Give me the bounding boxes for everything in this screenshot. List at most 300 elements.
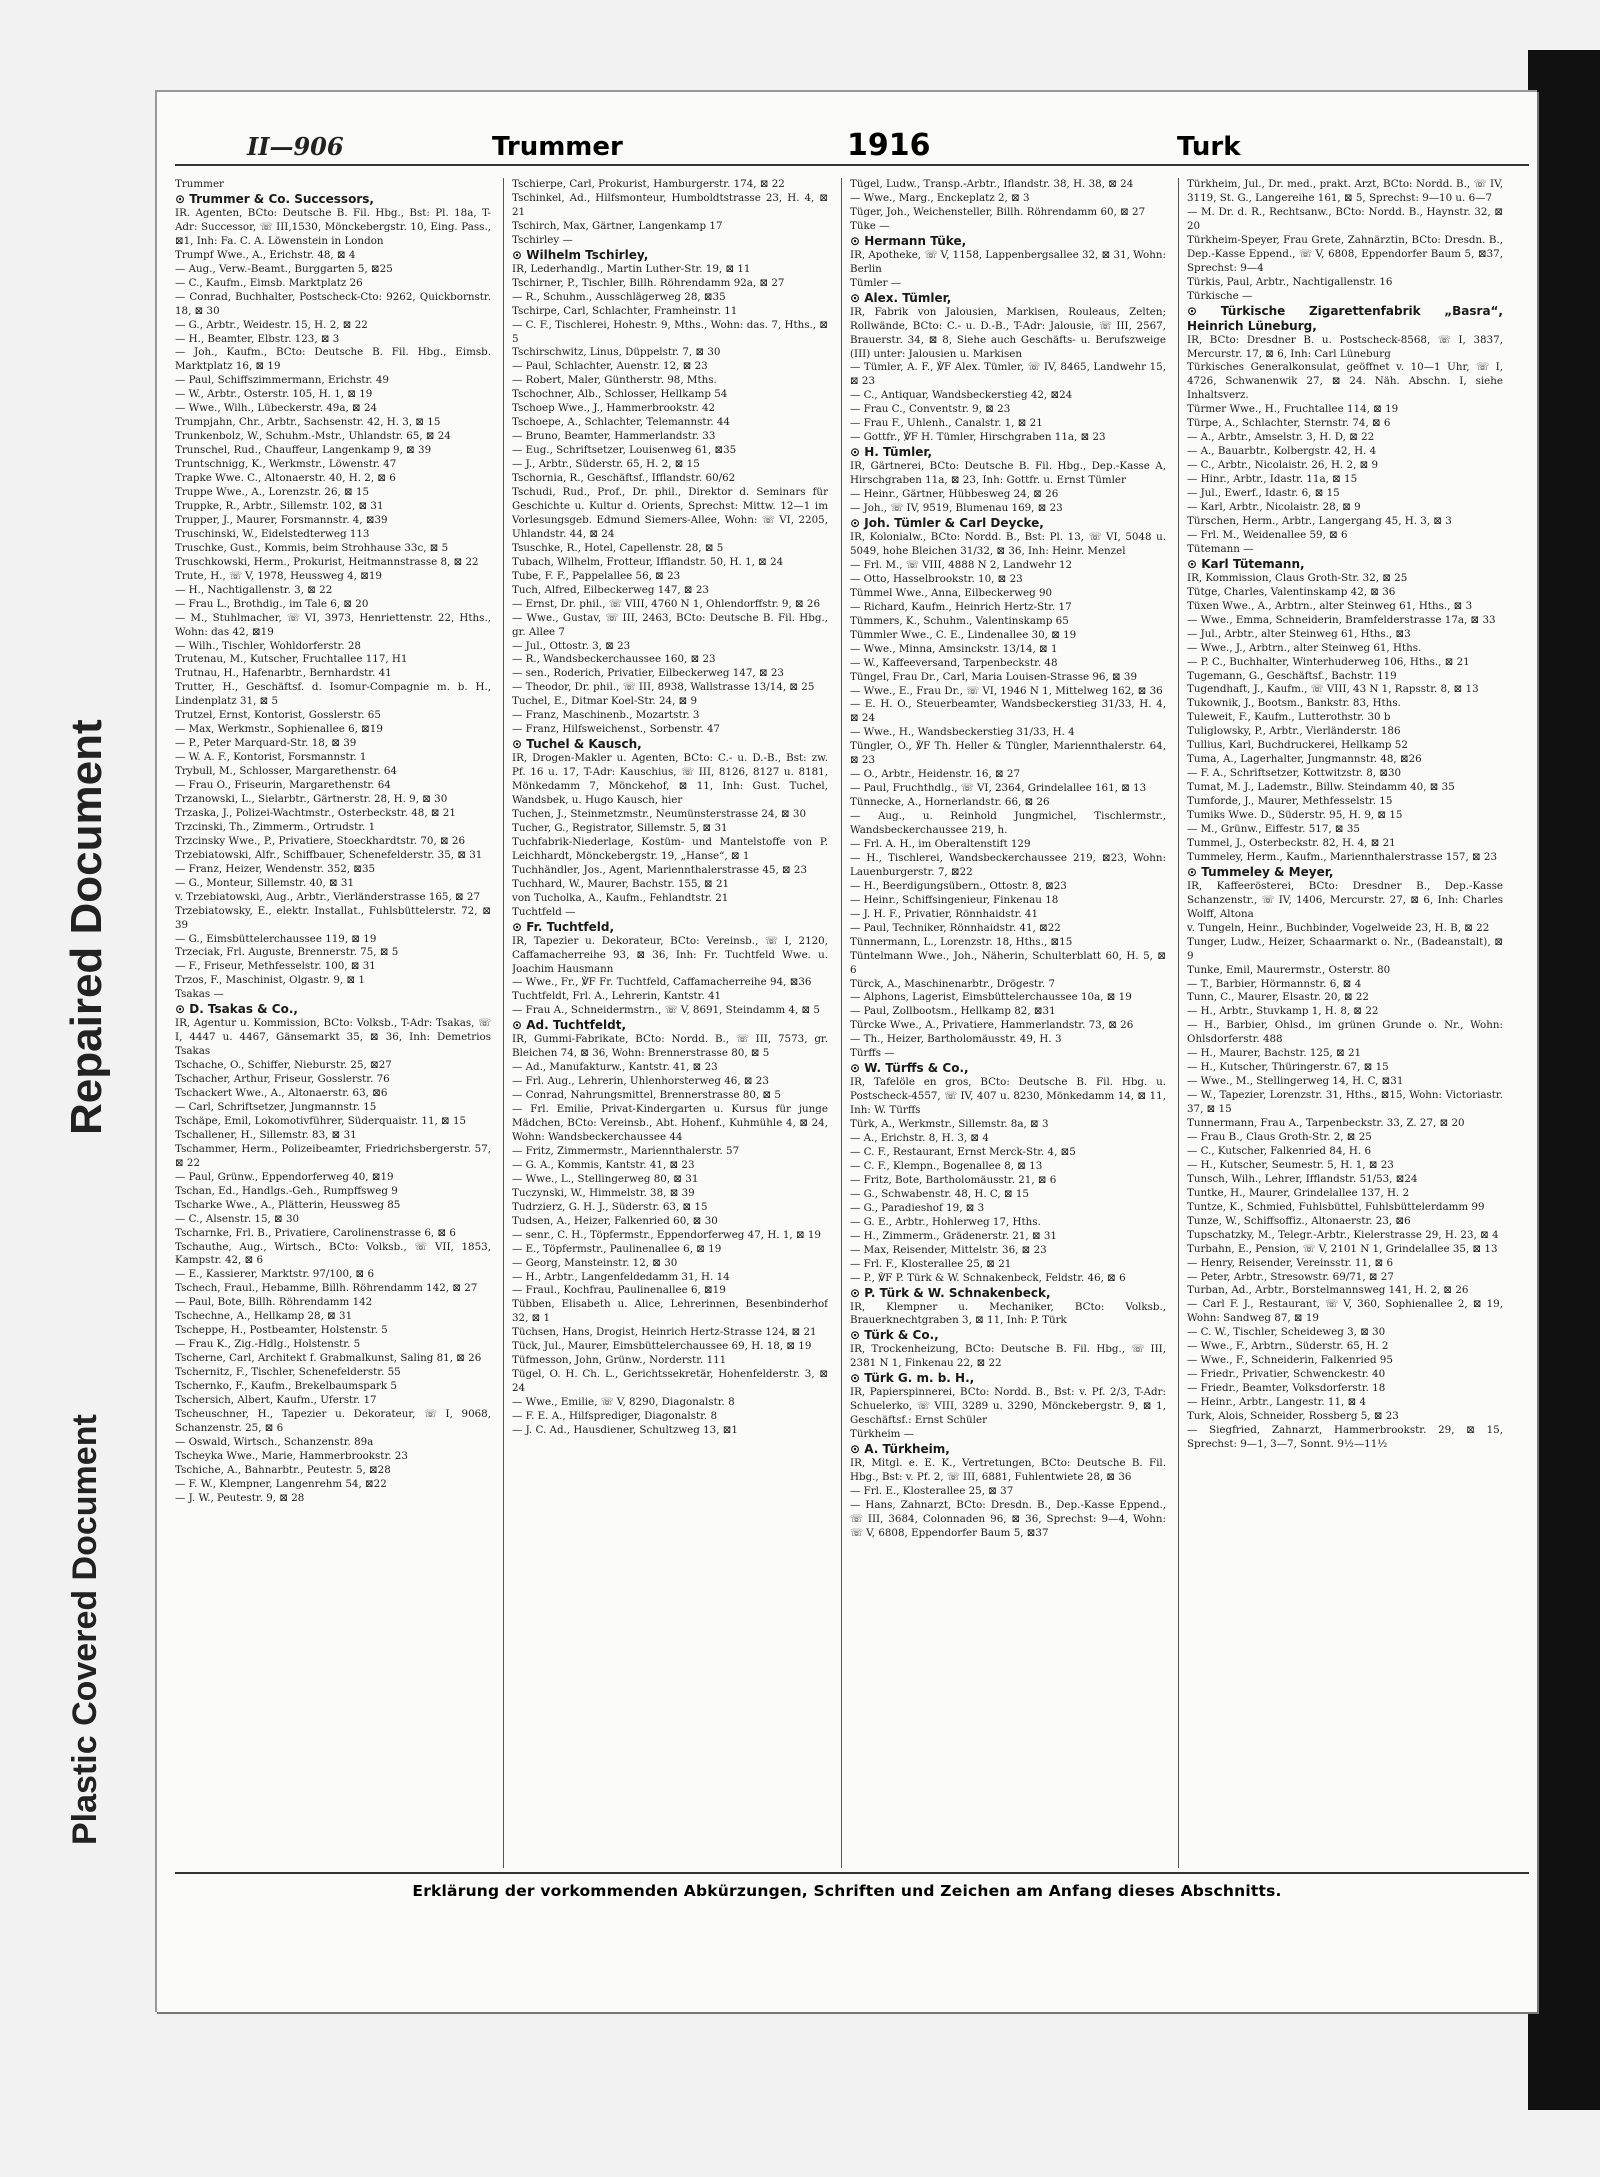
directory-entry: — Max, Werkmstr., Sophienallee 6, ⊠19	[175, 723, 383, 736]
directory-entry: IR. Agenten, BCto: Deutsche B. Fil. Hbg., Bst: Pl. 18a, T-Adr: Successor, ☏ III,1530, Mönckebergstr. 10, Eing. Pass., ⊠1, Inh: Fa. C. A. Löwenstein in London	[175, 206, 491, 247]
directory-entry: Turk, Alois, Schneider, Rossberg 5, ⊠ 23	[1187, 1410, 1399, 1423]
directory-entry: IR, Tafelöle en gros, BCto: Deutsche B. Fil. Hbg. u. Postscheck-4557, ☏ IV, 407 u. 8230, Mönkedamm 14, ⊠ 11, Inh: W. Türffs	[850, 1076, 1166, 1117]
directory-entry: Tudsen, A., Heizer, Falkenried 60, ⊠ 30	[512, 1214, 718, 1227]
directory-entry: — Frau O., Friseurin, Margarethenstr. 64	[175, 779, 391, 792]
directory-entry: — Frl. M., Weidenallee 59, ⊠ 6	[1187, 528, 1348, 541]
firm-entry: ⊙ P. Türk & W. Schnakenbeck,	[850, 1285, 1051, 1300]
directory-entry: — H., Nachtigallenstr. 3, ⊠ 22	[175, 583, 333, 596]
directory-entry: Trzebiatowsky, E., elektr. Installat., Fuhlsbüttelerstr. 72, ⊠ 39	[175, 904, 491, 931]
directory-entry: v. Tungeln, Heinr., Buchbinder, Vogelweide 23, H. B, ⊠ 22	[1187, 921, 1490, 934]
directory-entry: Tumat, M. J., Lademstr., Billw. Steindamm 40, ⊠ 35	[1187, 781, 1455, 794]
directory-entry: — Heinr., Arbtr., Langestr. 11, ⊠ 4	[1187, 1396, 1367, 1409]
directory-entry: Tugemann, G., Geschäftsf., Bachstr. 119	[1187, 669, 1397, 682]
directory-entry: Tschiche, A., Bahnarbtr., Peutestr. 5, ⊠28	[175, 1463, 391, 1476]
directory-entry: Tschoepe, A., Schlachter, Telemannstr. 44	[512, 416, 731, 429]
directory-entry: Tummeley, Herm., Kaufm., Mariennthalerstrasse 157, ⊠ 23	[1187, 850, 1498, 863]
directory-entry: — H., Arbtr., Langenfeldedamm 31, H. 14	[512, 1270, 730, 1283]
directory-entry: Tuma, A., Lagerhalter, Jungmannstr. 48, ⊠26	[1187, 753, 1422, 766]
directory-entry: IR, Tapezier u. Dekorateur, BCto: Vereinsb., ☏ I, 2120, Caffamacherreihe 93, ⊠ 36, Inh: Fr. Tuchtfeld Wwe. u. Joachim Hausmann	[512, 934, 828, 975]
directory-entry: — Theodor, Dr. phil., ☏ III, 8938, Wallstrasse 13/14, ⊠ 25	[512, 681, 815, 694]
directory-entry: — H., Beerdigungsübern., Ottostr. 8, ⊠23	[850, 879, 1067, 892]
directory-entry: Tunnermann, Frau A., Tarpenbeckstr. 33, Z. 27, ⊠ 20	[1187, 1117, 1465, 1130]
directory-entry: — G., Schwabenstr. 48, H. C, ⊠ 15	[850, 1187, 1029, 1200]
directory-entry: — T., Barbier, Hörmannstr. 6, ⊠ 4	[1187, 977, 1362, 990]
directory-entry: Tsuschke, R., Hotel, Capellenstr. 28, ⊠ 5	[512, 541, 724, 554]
directory-entry: — O., Arbtr., Heidenstr. 16, ⊠ 27	[850, 768, 1021, 781]
directory-entry: Tschauthe, Aug., Wirtsch., BCto: Volksb., ☏ VII, 1853, Kampstr. 42, ⊠ 6	[175, 1240, 491, 1267]
directory-entry: Türmer Wwe., H., Fruchtallee 114, ⊠ 19	[1187, 403, 1399, 416]
directory-entry: Türkheim-Speyer, Frau Grete, Zahnärztin, BCto: Dresdn. B., Dep.-Kasse Eppend., ☏ V, 6808, Eppendorfer Baum 5, ⊠37, Sprechst: 9—4	[1187, 233, 1503, 274]
directory-entry: Tsakas —	[175, 988, 224, 1001]
directory-entry: — F. W., Klempner, Langenrehm 54, ⊠22	[175, 1477, 387, 1490]
directory-entry: Tscheppe, H., Postbeamter, Holstenstr. 5	[175, 1324, 388, 1337]
directory-entry: IR, Gummi-Fabrikate, BCto: Nordd. B., ☏ III, 7573, gr. Bleichen 74, ⊠ 36, Wohn: Brennerstrasse 80, ⊠ 5	[512, 1033, 828, 1060]
directory-entry: Tschirschwitz, Linus, Düppelstr. 7, ⊠ 30	[512, 346, 721, 359]
directory-entry: Tüngel, Frau Dr., Carl, Maria Louisen-Strasse 96, ⊠ 39	[850, 670, 1138, 683]
directory-entry: — Max, Reisender, Mittelstr. 36, ⊠ 23	[850, 1243, 1047, 1256]
directory-entry: Tütemann —	[1187, 542, 1254, 555]
directory-entry: — Wwe., Wilh., Lübeckerstr. 49a, ⊠ 24	[175, 402, 378, 415]
directory-entry: Tünnecke, A., Hornerlandstr. 66, ⊠ 26	[850, 796, 1050, 809]
directory-entry: — Richard, Kaufm., Heinrich Hertz-Str. 17	[850, 600, 1072, 613]
directory-entry: IR, Drogen-Makler u. Agenten, BCto: C.- u. D.-B., Bst: zw. Pf. 16 u. 17, T-Adr: Kauschius, ☏ III, 8126, 8127 u. 8181, Mönkedamm 7, Mönckehof, ⊠ 11, Inh: Gust. Tuchel, Wandsbek, u. Hugo Kausch, hier	[512, 752, 828, 807]
directory-entry: Tschornia, R., Geschäftsf., Ifflandstr. 60/62	[512, 472, 736, 485]
directory-entry: — Frau L., Brothdig., im Tale 6, ⊠ 20	[175, 597, 369, 610]
directory-entry: — Franz, Maschinenb., Mozartstr. 3	[512, 709, 700, 722]
directory-entry: IR, Papierspinnerei, BCto: Nordd. B., Bst: v. Pf. 2/3, T-Adr: Schuelerko, ☏ VIII, 3289 u. 3290, Mönckebergstr. 9, ⊠ 1, Geschäftsf.: Ernst Schüler	[850, 1386, 1166, 1427]
directory-entry: IR, BCto: Dresdner B. u. Postscheck-8568, ☏ I, 3837, Mercurstr. 17, ⊠ 6, Inh: Carl Lüneburg	[1187, 333, 1503, 360]
directory-entry: — Wwe., Emma, Schneiderin, Bramfelderstrasse 17a, ⊠ 33	[1187, 613, 1496, 626]
directory-entry: — P., ℣F P. Türk & W. Schnakenbeck, Feldstr. 46, ⊠ 6	[850, 1271, 1126, 1284]
directory-entry: Tullius, Karl, Buchdruckerei, Hellkamp 52	[1187, 739, 1408, 752]
directory-entry: — C. F., Tischlerei, Hohestr. 9, Mths., Wohn: das. 7, Hths., ⊠ 5	[512, 318, 828, 345]
directory-entry: Tuch, Alfred, Eilbeckerweg 147, ⊠ 23	[512, 583, 709, 596]
directory-entry: — Hans, Zahnarzt, BCto: Dresdn. B., Dep.-Kasse Eppend., ☏ III, 3684, Colonnaden 96, ⊠ 36, Sprechst: 9—4, Wohn: ☏ V, 6808, Eppendorfer Baum 5, ⊠37	[850, 1499, 1166, 1539]
directory-entry: — Alphons, Lagerist, Eimsbüttelerchaussee 10a, ⊠ 19	[850, 991, 1132, 1004]
directory-entry: — F., Friseur, Methfesselstr. 100, ⊠ 31	[175, 960, 376, 973]
directory-entry: — Wwe., J., Arbtrn., alter Steinweg 61, Hths.	[1187, 641, 1422, 654]
header-last-entry: Turk	[1177, 132, 1241, 162]
directory-entry: — W., Arbtr., Osterstr. 105, H. 1, ⊠ 19	[175, 388, 373, 401]
directory-entry: — H., Arbtr., Stuvkamp 1, H. 8, ⊠ 22	[1187, 1005, 1379, 1018]
directory-entry: — Karl, Arbtr., Nicolaistr. 28, ⊠ 9	[1187, 501, 1361, 514]
directory-entry: — J. H. F., Privatier, Rönnhaidstr. 41	[850, 907, 1039, 920]
directory-entry: Tschirpe, Carl, Schlachter, Framheinstr. 11	[512, 304, 738, 317]
directory-entry: Tümmers, K., Schuhm., Valentinskamp 65	[850, 614, 1069, 627]
directory-entry: Tuczynski, W., Himmelstr. 38, ⊠ 39	[512, 1186, 695, 1199]
firm-entry: ⊙ W. Türffs & Co.,	[850, 1061, 969, 1076]
directory-entry: — Heinr., Schiffsingenieur, Finkenau 18	[850, 893, 1059, 906]
directory-entry: Tschersich, Albert, Kaufm., Uferstr. 17	[175, 1394, 377, 1407]
directory-entry: Tümmel Wwe., Anna, Eilbeckerweg 90	[850, 586, 1053, 599]
directory-entry: Tschudi, Rud., Prof., Dr. phil., Direktor d. Seminars für Geschichte u. Kultur d. Orients, Sprechst: Mittw. 12—1 im Vorlesungsgeb. Edmund Siemers-Allee, Wohn: ☏ VI, 2205, Uhlandstr. 44, ⊠ 24	[512, 486, 828, 540]
directory-entry: Tucher, G., Registrator, Sillemstr. 5, ⊠ 31	[512, 821, 728, 834]
directory-entry: Tüchsen, Hans, Drogist, Heinrich Hertz-Strasse 124, ⊠ 21	[512, 1326, 817, 1339]
directory-entry: Tschirch, Max, Gärtner, Langenkamp 17	[512, 219, 723, 232]
header-year: 1916	[847, 128, 931, 163]
directory-entry: IR, Apotheke, ☏ V, 1158, Lappenbergsallee 32, ⊠ 31, Wohn: Berlin	[850, 248, 1166, 275]
directory-entry: Tschallener, H., Sillemstr. 83, ⊠ 31	[175, 1128, 357, 1141]
column-4	[1187, 178, 1503, 1868]
directory-entry: — Frau C., Conventstr. 9, ⊠ 23	[850, 403, 1011, 416]
directory-entry: Tüke —	[850, 219, 890, 232]
directory-entry: — Jul., Ottostr. 3, ⊠ 23	[512, 639, 631, 652]
directory-entry: Tuchel, E., Ditmar Koel-Str. 24, ⊠ 9	[512, 695, 698, 708]
column-2	[512, 178, 828, 1868]
directory-entry: — Tümler, A. F., ℣F Alex. Tümler, ☏ IV, 8465, Landwehr 15, ⊠ 23	[850, 361, 1166, 388]
directory-entry: — H., Zimmerm., Grädenerstr. 21, ⊠ 31	[850, 1229, 1057, 1242]
firm-entry: ⊙ Hermann Tüke,	[850, 233, 967, 248]
directory-entry: — Frau B., Claus Groth-Str. 2, ⊠ 25	[1187, 1131, 1372, 1143]
directory-entry: Türschen, Herm., Arbtr., Langergang 45, H. 3, ⊠ 3	[1187, 514, 1452, 527]
directory-entry: — Frl. Aug., Lehrerin, Uhlenhorsterweg 46, ⊠ 23	[512, 1075, 769, 1088]
directory-entry: — C., Antiquar, Wandsbeckerstieg 42, ⊠24	[850, 389, 1073, 402]
directory-entry: Trzeciak, Frl. Auguste, Brennerstr. 75, ⊠ 5	[175, 946, 399, 959]
directory-entry: Tschech, Fraul., Hebamme, Billh. Röhrendamm 142, ⊠ 27	[175, 1282, 478, 1295]
directory-entry: Tuliglowsky, P., Arbtr., Vierländerstr. 186	[1187, 725, 1401, 738]
directory-entry: Trute, H., ☏ V, 1978, Heussweg 4, ⊠19	[175, 569, 382, 582]
firm-entry: ⊙ D. Tsakas & Co.,	[175, 1002, 298, 1017]
directory-entry: — H., Beamter, Elbstr. 123, ⊠ 3	[175, 332, 340, 345]
directory-entry: — Wwe., Emilie, ☏ V, 8290, Diagonalstr. 8	[512, 1396, 735, 1409]
directory-entry: Türkisches Generalkonsulat, geöffnet v. 10—1 Uhr, ☏ I, 4726, Schwanenwik 27, ⊠ 24. Näh. Abschn. I, siehe Inhaltsverz.	[1187, 361, 1503, 402]
directory-entry: Tunger, Ludw., Heizer, Schaarmarkt o. Nr., (Badeanstalt), ⊠ 9	[1187, 935, 1503, 962]
side-label-plastic-covered: Plastic Covered Document	[66, 1414, 104, 1845]
firm-entry: ⊙ A. Türkheim,	[850, 1442, 950, 1457]
directory-entry: Tunke, Emil, Maurermstr., Osterstr. 80	[1187, 963, 1391, 976]
column-divider	[503, 178, 504, 1868]
directory-entry: Tümmler Wwe., C. E., Lindenallee 30, ⊠ 19	[850, 628, 1077, 641]
directory-entry: Tütge, Charles, Valentinskamp 42, ⊠ 36	[1187, 585, 1396, 598]
directory-entry: — Frau F., Uhlenh., Canalstr. 1, ⊠ 21	[850, 417, 1043, 430]
directory-entry: Tübben, Elisabeth u. Alice, Lehrerinnen, Besenbinderhof 32, ⊠ 1	[512, 1298, 828, 1325]
directory-entry: Trzcinski, Th., Zimmerm., Ortrudstr. 1	[175, 820, 376, 833]
directory-entry: — Gottfr., ℣F H. Tümler, Hirschgraben 11a, ⊠ 23	[850, 431, 1106, 444]
directory-entry: Trumpf Wwe., A., Erichstr. 48, ⊠ 4	[175, 248, 356, 261]
firm-entry: ⊙ Tuchel & Kausch,	[512, 737, 642, 752]
directory-entry: Trutzel, Ernst, Kontorist, Gosslerstr. 65	[175, 709, 381, 722]
firm-entry: ⊙ Türk G. m. b. H.,	[850, 1371, 975, 1386]
directory-entry: — M., Grünw., Eiffestr. 517, ⊠ 35	[1187, 822, 1360, 835]
directory-entry: — A., Arbtr., Amselstr. 3, H. D, ⊠ 22	[1187, 431, 1375, 444]
directory-entry: — Jul., Ewerf., Idastr. 6, ⊠ 15	[1187, 487, 1340, 500]
directory-entry: Tudrzierz, G. H. J., Süderstr. 63, ⊠ 15	[512, 1200, 708, 1213]
directory-entry: — M., Stuhlmacher, ☏ VI, 3973, Henriettenstr. 22, Hths., Wohn: das 42, ⊠19	[175, 611, 491, 638]
firm-entry: ⊙ Türk & Co.,	[850, 1328, 939, 1343]
directory-entry: — H., Maurer, Bachstr. 125, ⊠ 21	[1187, 1047, 1362, 1060]
directory-entry: Tschan, Ed., Handlgs.-Geh., Rumpffsweg 9	[175, 1184, 398, 1197]
directory-entry: — Frau K., Zig.-Hdlg., Holstenstr. 5	[175, 1338, 361, 1351]
directory-entry: Truppe Wwe., A., Lorenzstr. 26, ⊠ 15	[175, 486, 370, 499]
firm-entry: ⊙ Alex. Tümler,	[850, 290, 952, 305]
directory-entry: Trzcinsky Wwe., P., Privatiere, Stoeckhardtstr. 70, ⊠ 26	[175, 834, 466, 847]
directory-entry: — Frl. E., Klosterallee 25, ⊠ 37	[850, 1485, 1014, 1498]
directory-entry: — Wwe., Marg., Enckeplatz 2, ⊠ 3	[850, 191, 1030, 204]
directory-entry: — Wwe., E., Frau Dr., ☏ VI, 1946 N 1, Mittelweg 162, ⊠ 36	[850, 684, 1163, 697]
directory-entry: Tüfmesson, John, Grünw., Norderstr. 111	[512, 1354, 727, 1367]
directory-entry: — Th., Heizer, Bartholomäusstr. 49, H. 3	[850, 1033, 1062, 1046]
firm-entry: ⊙ Fr. Tuchtfeld,	[512, 919, 615, 934]
directory-entry: Truschke, Gust., Kommis, beim Strohhause 33c, ⊠ 5	[175, 541, 449, 554]
directory-entry: — C. W., Tischler, Scheideweg 3, ⊠ 30	[1187, 1326, 1386, 1339]
column-divider	[841, 178, 842, 1868]
directory-entry: Türpe, A., Schlachter, Sternstr. 74, ⊠ 6	[1187, 417, 1391, 430]
directory-entry: Trutter, H., Geschäftsf. d. Isomur-Compagnie m. b. H., Lindenplatz 31, ⊠ 5	[175, 681, 491, 708]
directory-entry: Tscharnke, Frl. B., Privatiere, Carolinenstrasse 6, ⊠ 6	[175, 1226, 456, 1239]
directory-entry: — G. E., Arbtr., Hohlerweg 17, Hths.	[850, 1215, 1041, 1228]
directory-entry: Trutnau, H., Hafenarbtr., Bernhardstr. 41	[175, 667, 392, 680]
directory-entry: — Carl F. J., Restaurant, ☏ V, 360, Sophienallee 2, ⊠ 19, Wohn: Sandweg 87, ⊠ 19	[1187, 1298, 1503, 1325]
directory-entry: — Wwe., Gustav, ☏ III, 2463, BCto: Deutsche B. Fil. Hbg., gr. Allee 7	[512, 611, 828, 638]
directory-entry: Tukownik, J., Bootsm., Bankstr. 83, Hths.	[1187, 697, 1401, 710]
directory-entry: — R., Wandsbeckerchaussee 160, ⊠ 23	[512, 653, 716, 666]
directory-entry: Tuchtfeldt, Frl. A., Lehrerin, Kantstr. 41	[512, 990, 722, 1003]
page-header	[157, 128, 1527, 172]
directory-entry: IR, Kommission, Claus Groth-Str. 32, ⊠ 25	[1187, 571, 1408, 584]
firm-entry: ⊙ Tummeley & Meyer,	[1187, 864, 1334, 879]
directory-entry: — G., Arbtr., Weidestr. 15, H. 2, ⊠ 22	[175, 318, 368, 331]
firm-entry: ⊙ Wilhelm Tschirley,	[512, 247, 649, 262]
directory-entry: — Wwe., Fr., ℣F Fr. Tuchtfeld, Caffamacherreihe 94, ⊠36	[512, 976, 812, 989]
directory-entry: v. Trzebiatowski, Aug., Arbtr., Vierländerstrasse 165, ⊠ 27	[175, 890, 481, 903]
directory-entry: — Frau A., Schneidermstrn., ☏ V, 8691, Steindamm 4, ⊠ 5	[512, 1004, 820, 1017]
directory-entry: — F. E. A., Hilfsprediger, Diagonalstr. 8	[512, 1410, 718, 1423]
directory-entry: Trapke Wwe. C., Altonaerstr. 40, H. 2, ⊠ 6	[175, 472, 396, 485]
directory-entry: Turban, Ad., Arbtr., Borstelmannsweg 141, H. 2, ⊠ 26	[1187, 1284, 1469, 1297]
directory-entry: Tunze, W., Schiffsoffiz., Altonaerstr. 23, ⊠6	[1187, 1214, 1411, 1227]
directory-entry: Türffs —	[850, 1047, 895, 1060]
directory-entry: — Joh., Kaufm., BCto: Deutsche B. Fil. Hbg., Eimsb. Marktplatz 16, ⊠ 19	[175, 346, 491, 373]
directory-entry: Tschackert Wwe., A., Altonaerstr. 63, ⊠6	[175, 1087, 388, 1100]
directory-entry: Trunkenbolz, W., Schuhm.-Mstr., Uhlandstr. 65, ⊠ 24	[175, 430, 451, 443]
directory-entry: Tüxen Wwe., A., Arbtrn., alter Steinweg 61, Hths., ⊠ 3	[1187, 599, 1473, 612]
directory-entry: Tschirner, P., Tischler, Billh. Röhrendamm 92a, ⊠ 27	[512, 276, 785, 289]
directory-entry: Truschkowski, Herm., Prokurist, Heitmannstrasse 8, ⊠ 22	[175, 555, 479, 568]
directory-entry: IR, Kaffeerösterei, BCto: Dresdner B., Dep.-Kasse Schanzenstr., ☏ IV, 1406, Mercurstr. 27, ⊠ 6, Inh: Charles Wolff, Altona	[1187, 879, 1503, 920]
directory-entry: Tschierpe, Carl, Prokurist, Hamburgerstr. 174, ⊠ 22	[512, 178, 785, 190]
firm-entry: ⊙ Joh. Tümler & Carl Deycke,	[850, 516, 1044, 531]
directory-entry: — C., Kutscher, Falkenried 84, H. 6	[1187, 1144, 1371, 1157]
directory-entry: Tuchhard, W., Maurer, Bachstr. 155, ⊠ 21	[512, 877, 730, 890]
directory-entry: IR, Agentur u. Kommission, BCto: Volksb., T-Adr: Tsakas, ☏ I, 4447 u. 4467, Gänsemarkt 35, ⊠ 36, Inh: Demetrios Tsakas	[175, 1017, 491, 1058]
directory-entry: — Paul, Grünw., Eppendorferweg 40, ⊠19	[175, 1170, 394, 1183]
directory-entry: Trzos, F., Maschinist, Olgastr. 9, ⊠ 1	[175, 974, 365, 987]
footer-rule	[175, 1872, 1529, 1874]
directory-entry: Trupper, J., Maurer, Forsmannstr. 4, ⊠39	[175, 513, 388, 526]
directory-entry: — Paul, Bote, Billh. Röhrendamm 142	[175, 1296, 373, 1309]
directory-entry: — H., Kutscher, Seumestr. 5, H. 1, ⊠ 23	[1187, 1158, 1394, 1171]
directory-entry: Trybull, M., Schlosser, Margarethenstr. 64	[175, 765, 397, 778]
directory-entry: Tscharke Wwe., A., Plätterin, Heussweg 85	[175, 1198, 401, 1211]
directory-entry: — Wwe., Minna, Amsinckstr. 13/14, ⊠ 1	[850, 642, 1058, 655]
column-1	[175, 178, 491, 1868]
directory-entry: — A., Bauarbtr., Kolbergstr. 42, H. 4	[1187, 445, 1377, 458]
directory-entry: — E., Kassierer, Marktstr. 97/100, ⊠ 6	[175, 1268, 375, 1281]
directory-entry: Tuchhändler, Jos., Agent, Mariennthalerstrasse 45, ⊠ 23	[512, 863, 808, 876]
column-3	[850, 178, 1166, 1868]
directory-entry: Trzaska, J., Polizei-Wachtmstr., Osterbeckstr. 48, ⊠ 21	[175, 806, 456, 819]
directory-entry: — Oswald, Wirtsch., Schanzenstr. 89a	[175, 1435, 374, 1448]
directory-entry: — Wilh., Tischler, Wohldorferstr. 28	[175, 639, 361, 652]
directory-entry: Tscheuschner, H., Tapezier u. Dekorateur, ☏ I, 9068, Schanzenstr. 25, ⊠ 6	[175, 1407, 491, 1434]
directory-entry: — Conrad, Buchhalter, Postscheck-Cto: 9262, Quickbornstr. 18, ⊠ 30	[175, 290, 491, 317]
directory-entry: — Frl. F., Klosterallee 25, ⊠ 21	[850, 1257, 1012, 1270]
scanner-edge	[1528, 50, 1600, 2110]
directory-entry: — P. C., Buchhalter, Winterhuderweg 106, Hths., ⊠ 21	[1187, 655, 1470, 668]
directory-entry: — Fritz, Bote, Bartholomäusstr. 21, ⊠ 6	[850, 1173, 1057, 1186]
directory-entry: Türcke Wwe., A., Privatiere, Hammerlandstr. 73, ⊠ 26	[850, 1019, 1134, 1032]
directory-entry: — Friedr., Privatier, Schwenckestr. 40	[1187, 1368, 1386, 1381]
directory-entry: — Frl. Emilie, Privat-Kindergarten u. Kursus für junge Mädchen, BCto: Vereinsb., Abt. Hohenf., Kuhmühle 4, ⊠ 24, Wohn: Wandsbeckerchaussee 44	[512, 1103, 828, 1143]
directory-entry: Tüger, Joh., Weichensteller, Billh. Röhrendamm 60, ⊠ 27	[850, 205, 1146, 218]
directory-entry: — J., Arbtr., Süderstr. 65, H. 2, ⊠ 15	[512, 458, 700, 471]
directory-entry: Tschirley —	[512, 233, 573, 246]
directory-entry: Truntschnigg, K., Werkmstr., Löwenstr. 47	[175, 458, 397, 471]
directory-entry: Trunschel, Rud., Chauffeur, Langenkamp 9, ⊠ 39	[175, 444, 432, 457]
directory-entry: Tschernitz, F., Tischler, Schenefelderstr. 55	[175, 1366, 401, 1379]
directory-entry: Türck, A., Maschinenarbtr., Drögestr. 7	[850, 977, 1056, 990]
directory-entry: — H., Barbier, Ohlsd., im grünen Grunde o. Nr., Wohn: Ohlsdorferstr. 488	[1187, 1019, 1503, 1046]
directory-entry: Türkheim, Jul., Dr. med., prakt. Arzt, BCto: Nordd. B., ☏ IV, 3119, St. G., Langereihe 161, ⊠ 5, Sprechst: 9—10 u. 6—7	[1187, 178, 1503, 204]
directory-entry: — Heinr., Gärtner, Hübbesweg 24, ⊠ 26	[850, 488, 1059, 501]
directory-entry: Tscheyka Wwe., Marie, Hammerbrookstr. 23	[175, 1449, 408, 1462]
directory-entry: Türk, A., Werkmstr., Sillemstr. 8a, ⊠ 3	[850, 1118, 1049, 1131]
directory-entry: — Wwe., F., Schneiderin, Falkenried 95	[1187, 1354, 1393, 1367]
directory-entry: — Otto, Hasselbrookstr. 10, ⊠ 23	[850, 572, 1023, 585]
header-first-entry: Trummer	[492, 132, 623, 162]
directory-entry: — W., Tapezier, Lorenzstr. 31, Hths., ⊠15, Wohn: Victoriastr. 37, ⊠ 15	[1187, 1089, 1503, 1116]
directory-entry: Trzanowski, L., Sielarbtr., Gärtnerstr. 28, H. 9, ⊠ 30	[175, 792, 448, 805]
directory-entry: — C. F., Klempn., Bogenallee 8, ⊠ 13	[850, 1159, 1043, 1172]
side-label-repaired: Repaired Document	[62, 719, 111, 1135]
directory-entry: IR, Klempner u. Mechaniker, BCto: Volksb., Brauerknechtgraben 3, ⊠ 11, Inh: P. Türk	[850, 1300, 1166, 1327]
directory-entry: Tschammer, Herm., Polizeibeamter, Friedrichsbergerstr. 57, ⊠ 22	[175, 1142, 491, 1169]
directory-entry: Tschache, O., Schiffer, Nieburstr. 25, ⊠27	[175, 1059, 392, 1072]
directory-entry: Tünnermann, L., Lorenzstr. 18, Hths., ⊠15	[850, 935, 1073, 948]
directory-entry: Tube, F. F., Pappelallee 56, ⊠ 23	[512, 569, 681, 582]
directory-entry: — W. A. F., Kontorist, Forsmannstr. 1	[175, 751, 367, 764]
directory-entry: IR, Trockenheizung, BCto: Deutsche B. Fil. Hbg., ☏ III, 2381 N 1, Finkenau 22, ⊠ 22	[850, 1343, 1166, 1370]
column-divider	[1178, 178, 1179, 1868]
directory-entry: Tschacher, Arthur, Friseur, Gosslerstr. 76	[175, 1073, 390, 1086]
page-number: II—906	[247, 132, 344, 161]
directory-entry: — Friedr., Beamter, Volksdorferstr. 18	[1187, 1382, 1386, 1395]
directory-entry: — Wwe., L., Stellingerweg 80, ⊠ 31	[512, 1172, 699, 1185]
firm-entry: ⊙ Ad. Tuchtfeldt,	[512, 1018, 627, 1033]
directory-entry: Tscherne, Carl, Architekt f. Grabmalkunst, Saling 81, ⊠ 26	[175, 1352, 482, 1365]
directory-entry: — Ernst, Dr. phil., ☏ VIII, 4760 N 1, Ohlendorffstr. 9, ⊠ 26	[512, 597, 821, 610]
directory-entry: Tüntelmann Wwe., Joh., Näherin, Schulterblatt 60, H. 5, ⊠ 6	[850, 949, 1166, 976]
directory-entry: — Eug., Schriftsetzer, Louisenweg 61, ⊠35	[512, 444, 737, 457]
directory-entry: — Georg, Mansteinstr. 12, ⊠ 30	[512, 1256, 678, 1269]
directory-entry: — G., Monteur, Sillemstr. 40, ⊠ 31	[175, 876, 355, 889]
directory-entry: — Carl, Schriftsetzer, Jungmannstr. 15	[175, 1101, 377, 1113]
directory-entry: — G., Paradieshof 19, ⊠ 3	[850, 1201, 985, 1214]
directory-entry: Tummel, J., Osterbeckstr. 82, H. 4, ⊠ 21	[1187, 836, 1396, 849]
directory-entry: — Paul, Schiffszimmermann, Erichstr. 49	[175, 374, 389, 387]
directory-entry: Tupschatzky, M., Telegr.-Arbtr., Kielerstrasse 29, H. 23, ⊠ 4	[1187, 1228, 1499, 1241]
directory-entry: IR, Kolonialw., BCto: Nordd. B., Bst: Pl. 13, ☏ VI, 5048 u. 5049, hohe Bleichen 31/32, ⊠ 36, Inh: Heinr. Menzel	[850, 531, 1166, 557]
directory-entry: Türkis, Paul, Arbtr., Nachtigallenstr. 16	[1187, 275, 1393, 288]
directory-entry: — Paul, Schlachter, Auenstr. 12, ⊠ 23	[512, 360, 708, 373]
directory-entry: Tügel, Ludw., Transp.-Arbtr., Iflandstr. 38, H. 38, ⊠ 24	[850, 178, 1134, 190]
directory-entry: — Franz, Hilfsweichenst., Sorbenstr. 47	[512, 723, 720, 736]
directory-entry: Tuleweit, F., Kaufm., Lutterothstr. 30 b	[1187, 711, 1391, 724]
directory-entry: Tügel, O. H. Ch. L., Gerichtssekretär, Hohenfelderstr. 3, ⊠ 24	[512, 1368, 828, 1395]
directory-entry: — sen., Roderich, Privatier, Eilbeckerweg 147, ⊠ 23	[512, 667, 784, 680]
directory-entry: Trutenau, M., Kutscher, Fruchtallee 117, H1	[175, 653, 408, 666]
firm-entry: ⊙ Türkische Zigarettenfabrik „Basra“, Heinrich Lüneburg,	[1187, 303, 1503, 333]
directory-entry: IR, Gärtnerei, BCto: Deutsche B. Fil. Hbg., Dep.-Kasse A, Hirschgraben 11a, ⊠ 23, Inh: Gottfr. u. Ernst Tümler	[850, 460, 1166, 487]
directory-entry: Turbahn, E., Pension, ☏ V, 2101 N 1, Grindelallee 35, ⊠ 13	[1187, 1242, 1498, 1255]
directory-entry: — Hinr., Arbtr., Idastr. 11a, ⊠ 15	[1187, 473, 1358, 486]
directory-entry: Tschechne, A., Hellkamp 28, ⊠ 31	[175, 1310, 353, 1323]
directory-entry: — H., Tischlerei, Wandsbeckerchaussee 219, ⊠23, Wohn: Lauenburgerstr. 7, ⊠22	[850, 851, 1166, 878]
directory-entry: Truppke, R., Arbtr., Sillemstr. 102, ⊠ 31	[175, 499, 384, 512]
directory-entry: Tück, Jul., Maurer, Eimsbüttelerchaussee 69, H. 18, ⊠ 19	[512, 1340, 812, 1353]
directory-entry: — Siegfried, Zahnarzt, Hammerbrookstr. 29, ⊠ 15, Sprechst: 9—1, 3—7, Sonnt. 9½—11½	[1187, 1424, 1503, 1450]
directory-entry: Tschäpe, Emil, Lokomotivführer, Süderquaistr. 11, ⊠ 15	[175, 1114, 467, 1127]
directory-entry: Tschinkel, Ad., Hilfsmonteur, Humboldtstrasse 23, H. 4, ⊠ 21	[512, 191, 828, 218]
directory-page	[155, 90, 1537, 2012]
directory-entry: — Ad., Manufakturw., Kantstr. 41, ⊠ 23	[512, 1061, 718, 1074]
directory-entry: — C., Alsenstr. 15, ⊠ 30	[175, 1212, 300, 1225]
directory-entry: Trummer	[175, 178, 224, 190]
directory-entry: Tümler —	[850, 276, 902, 289]
directory-entry: Tunsch, Wilh., Lehrer, Ifflandstr. 51/53, ⊠24	[1187, 1172, 1418, 1185]
directory-entry: — Henry, Reisender, Vereinsstr. 11, ⊠ 6	[1187, 1256, 1394, 1269]
directory-entry: — H., Kutscher, Thüringerstr. 67, ⊠ 15	[1187, 1061, 1389, 1074]
header-rule	[175, 164, 1529, 166]
directory-entry: — Fraul., Kochfrau, Paulinenallee 6, ⊠19	[512, 1284, 726, 1297]
directory-entry: — E., Töpfermstr., Paulinenallee 6, ⊠ 19	[512, 1242, 722, 1255]
directory-entry: Tschochner, Alb., Schlosser, Hellkamp 54	[512, 388, 728, 401]
directory-entry: Truschinski, W., Eidelstedterweg 113	[175, 527, 370, 540]
directory-entry: — Wwe., H., Wandsbeckerstieg 31/33, H. 4	[850, 726, 1075, 739]
directory-entry: IR, Fabrik von Jalousien, Markisen, Rouleaus, Zelten; Rollwände, BCto: C.- u. D.-B., T-Adr: Jalousie, ☏ III, 2567, Brauerstr. 34, ⊠ 8, Siehe auch Geschäfts- u. Berufszweige (III) unter: Jalousien u. Markisen	[850, 305, 1166, 360]
directory-entry: — A., Erichstr. 8, H. 3, ⊠ 4	[850, 1132, 989, 1145]
directory-entry: — Wwe., M., Stellingerweg 14, H. C, ⊠31	[1187, 1075, 1404, 1088]
directory-entry: Tüngler, O., ℣F Th. Heller & Tüngler, Mariennthalerstr. 64, ⊠ 23	[850, 740, 1166, 767]
directory-entry: — Paul, Zollbootsm., Hellkamp 82, ⊠31	[850, 1005, 1056, 1018]
directory-entry: — W., Kaffeeversand, Tarpenbeckstr. 48	[850, 656, 1058, 669]
directory-entry: Tunn, C., Maurer, Elsastr. 20, ⊠ 22	[1187, 991, 1369, 1004]
directory-entry: — M. Dr. d. R., Rechtsanw., BCto: Nordd. B., Haynstr. 32, ⊠ 20	[1187, 205, 1503, 232]
directory-entry: — J. W., Peutestr. 9, ⊠ 28	[175, 1491, 305, 1504]
directory-entry: Tubach, Wilhelm, Frotteur, Ifflandstr. 50, H. 1, ⊠ 24	[512, 555, 784, 568]
directory-entry: — Paul, Fruchthdlg., ☏ VI, 2364, Grindelallee 161, ⊠ 13	[850, 782, 1147, 795]
firm-entry: ⊙ H. Tümler,	[850, 445, 933, 460]
directory-entry: — F. A., Schriftsetzer, Kottwitzstr. 8, ⊠30	[1187, 767, 1402, 780]
directory-entry: — Frl. M., ☏ VIII, 4888 N 2, Landwehr 12	[850, 558, 1073, 571]
directory-entry: Tuchfabrik-Niederlage, Kostüm- und Mantelstoffe von P. Leichhardt, Mönckebergstr. 19, „Hanse“, ⊠ 1	[512, 835, 828, 862]
directory-entry: Trzebiatowski, Alfr., Schiffbauer, Schenefelderstr. 35, ⊠ 31	[175, 848, 483, 861]
directory-entry: — C. F., Restaurant, Ernst Merck-Str. 4, ⊠5	[850, 1146, 1076, 1158]
directory-entry: — R., Schuhm., Ausschlägerweg 28, ⊠35	[512, 290, 726, 303]
directory-entry: Tuchen, J., Steinmetzmstr., Neumünsterstrasse 24, ⊠ 30	[512, 807, 807, 820]
directory-entry: von Tucholka, A., Kaufm., Fehlandtstr. 21	[512, 891, 729, 904]
directory-entry: Tugendhaft, J., Kaufm., ☏ VIII, 43 N 1, Rapsstr. 8, ⊠ 13	[1187, 683, 1479, 696]
directory-entry: Tuntze, K., Schmied, Fuhlsbüttel, Fuhlsbüttelerdamm 99	[1187, 1200, 1485, 1213]
firm-entry: ⊙ Karl Tütemann,	[1187, 556, 1305, 571]
directory-entry: — Fritz, Zimmermstr., Mariennthalerstr. 57	[512, 1144, 740, 1157]
directory-entry: — Jul., Arbtr., alter Steinweg 61, Hths., ⊠3	[1187, 627, 1411, 640]
directory-entry: — Franz, Heizer, Wendenstr. 352, ⊠35	[175, 862, 376, 875]
directory-entry: — Aug., u. Reinhold Jungmichel, Tischlermstr., Wandsbeckerchaussee 219, h.	[850, 810, 1166, 837]
directory-entry: Tumiks Wwe. D., Süderstr. 95, H. 9, ⊠ 15	[1187, 809, 1403, 822]
page-footer-note: Erklärung der vorkommenden Abkürzungen, Schriften und Zeichen am Anfang dieses Abschnitts.	[412, 1882, 1282, 1900]
directory-entry: — G., Eimsbüttelerchaussee 119, ⊠ 19	[175, 932, 377, 945]
